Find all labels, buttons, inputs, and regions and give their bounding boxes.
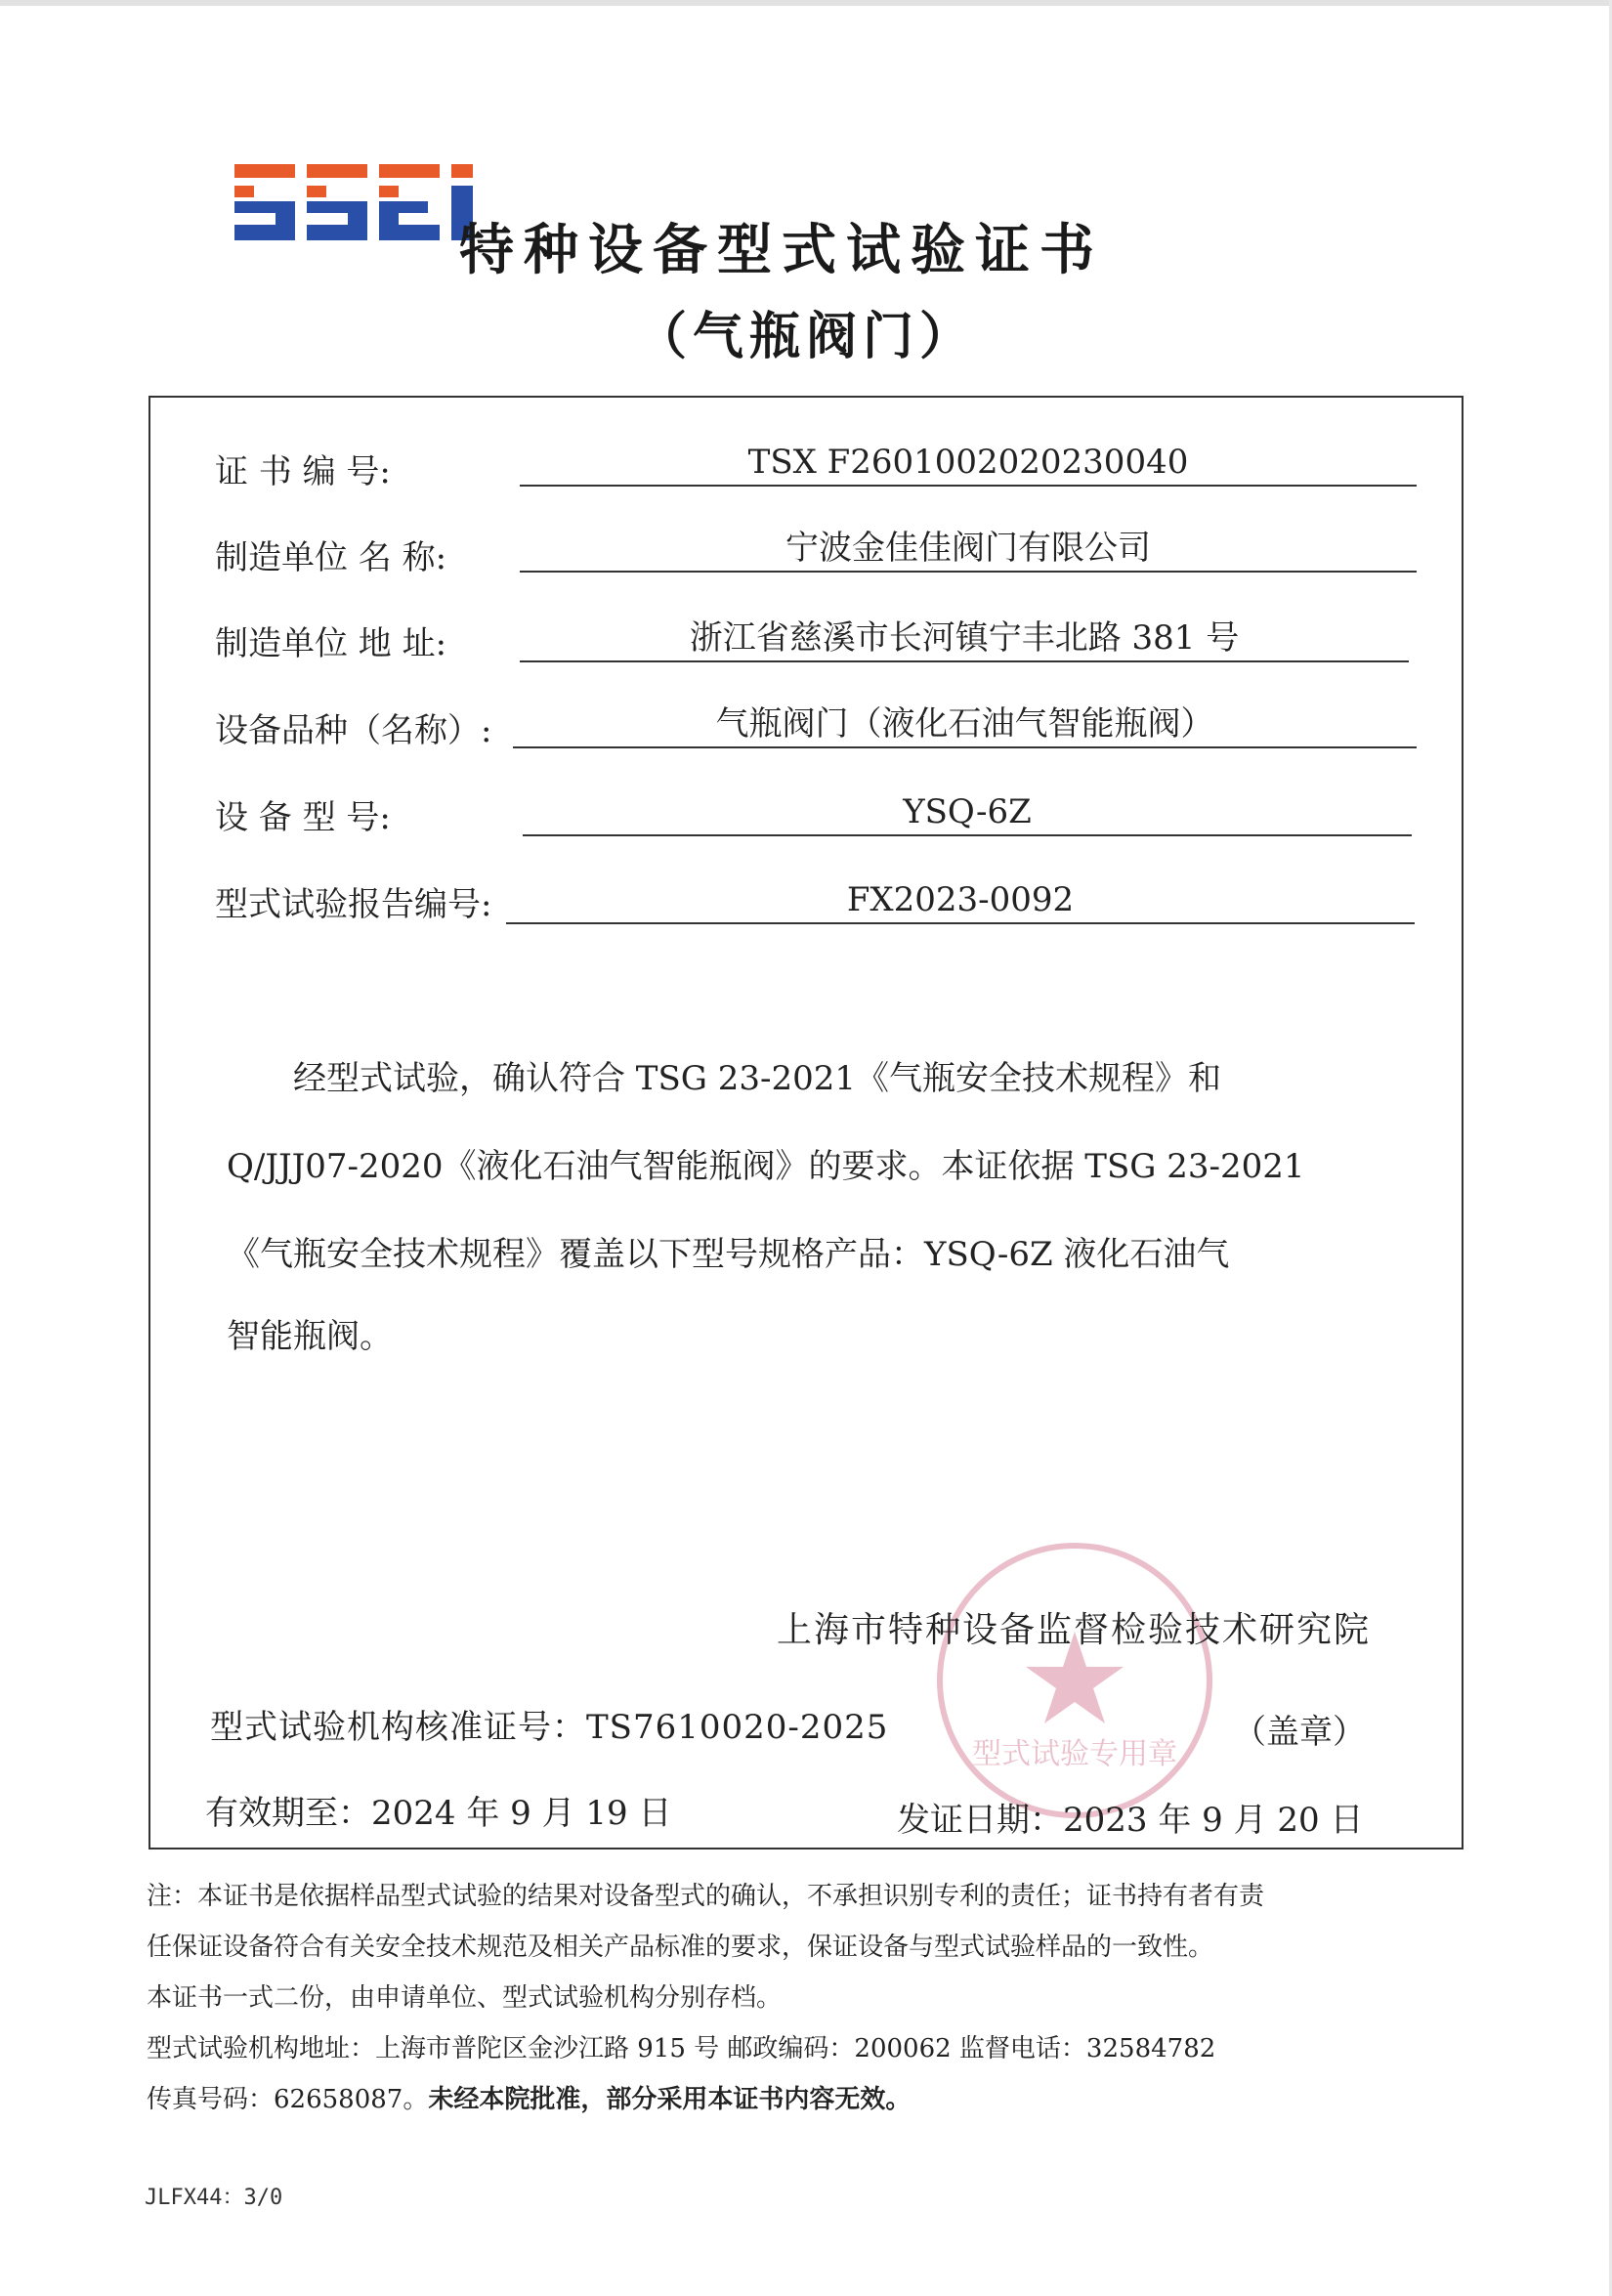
body-line-4: 智能瓶阀。 [227, 1317, 393, 1356]
note-line-4: 型式试验机构地址：上海市普陀区金沙江路 915 号 邮政编码：200062 监督电话：32584782 [147, 2034, 1216, 2063]
field-label-model: 设 备 型 号: [215, 798, 391, 837]
fax-number: 传真号码：62658087。 [147, 2085, 429, 2114]
seal-bottom-text: 型式试验专用章 [972, 1737, 1177, 1771]
seal-label: （盖章） [1233, 1713, 1366, 1752]
field-label-report-no: 型式试验报告编号: [215, 885, 492, 924]
form-code: JLFX44：3/0 [145, 2186, 283, 2210]
note-line-3: 本证书一式二份，由申请单位、型式试验机构分别存档。 [147, 1983, 783, 2013]
page-subtitle: （气瓶阀门） [635, 308, 976, 366]
field-label-equipment: 设备品种（名称）: [215, 711, 492, 750]
field-value-address: 浙江省慈溪市长河镇宁丰北路 381 号 [520, 616, 1409, 662]
field-value-manufacturer: 宁波金佳佳阀门有限公司 [520, 526, 1417, 573]
official-seal-icon [928, 1534, 1221, 1827]
note-line-5 [147, 2074, 1475, 2125]
approval-number: 型式试验机构核准证号：TS7610020-2025 [210, 1708, 889, 1747]
issue-date: 发证日期：2023 年 9 月 20 日 [897, 1801, 1364, 1840]
scan-edge-top [0, 0, 1612, 6]
field-value-report-no: FX2023-0092 [506, 877, 1415, 924]
field-label-address: 制造单位 地 址: [215, 624, 447, 663]
field-value-model: YSQ-6Z [523, 789, 1412, 836]
note-line-2: 任保证设备符合有关安全技术规范及相关产品标准的要求，保证设备与型式试验样品的一致性。 [147, 1933, 1214, 1962]
body-line-3: 《气瓶安全技术规程》覆盖以下型号规格产品：YSQ-6Z 液化石油气 [227, 1235, 1230, 1274]
body-line-1: 经型式试验，确认符合 TSG 23-2021《气瓶安全技术规程》和 [293, 1059, 1222, 1098]
field-value-equipment: 气瓶阀门（液化石油气智能瓶阀） [513, 702, 1417, 748]
field-value-cert-no: TSX F2601002020230040 [520, 440, 1417, 487]
field-label-cert-no: 证 书 编 号: [215, 452, 391, 491]
page-title: 特种设备型式试验证书 [459, 219, 1104, 282]
notes-warning: 未经本院批准，部分采用本证书内容无效。 [428, 2085, 912, 2114]
note-line-1: 注：本证书是依据样品型式试验的结果对设备型式的确认，不承担识别专利的责任；证书持有者有责 [147, 1882, 1265, 1911]
field-label-manufacturer: 制造单位 名 称: [215, 538, 447, 577]
valid-until: 有效期至：2024 年 9 月 19 日 [205, 1794, 672, 1833]
notes-section [147, 1871, 1475, 2125]
body-line-2: Q/JJJ07-2020《液化石油气智能瓶阀》的要求。本证依据 TSG 23-2021 [227, 1147, 1305, 1186]
issuing-institute: 上海市特种设备监督检验技术研究院 [777, 1610, 1372, 1650]
